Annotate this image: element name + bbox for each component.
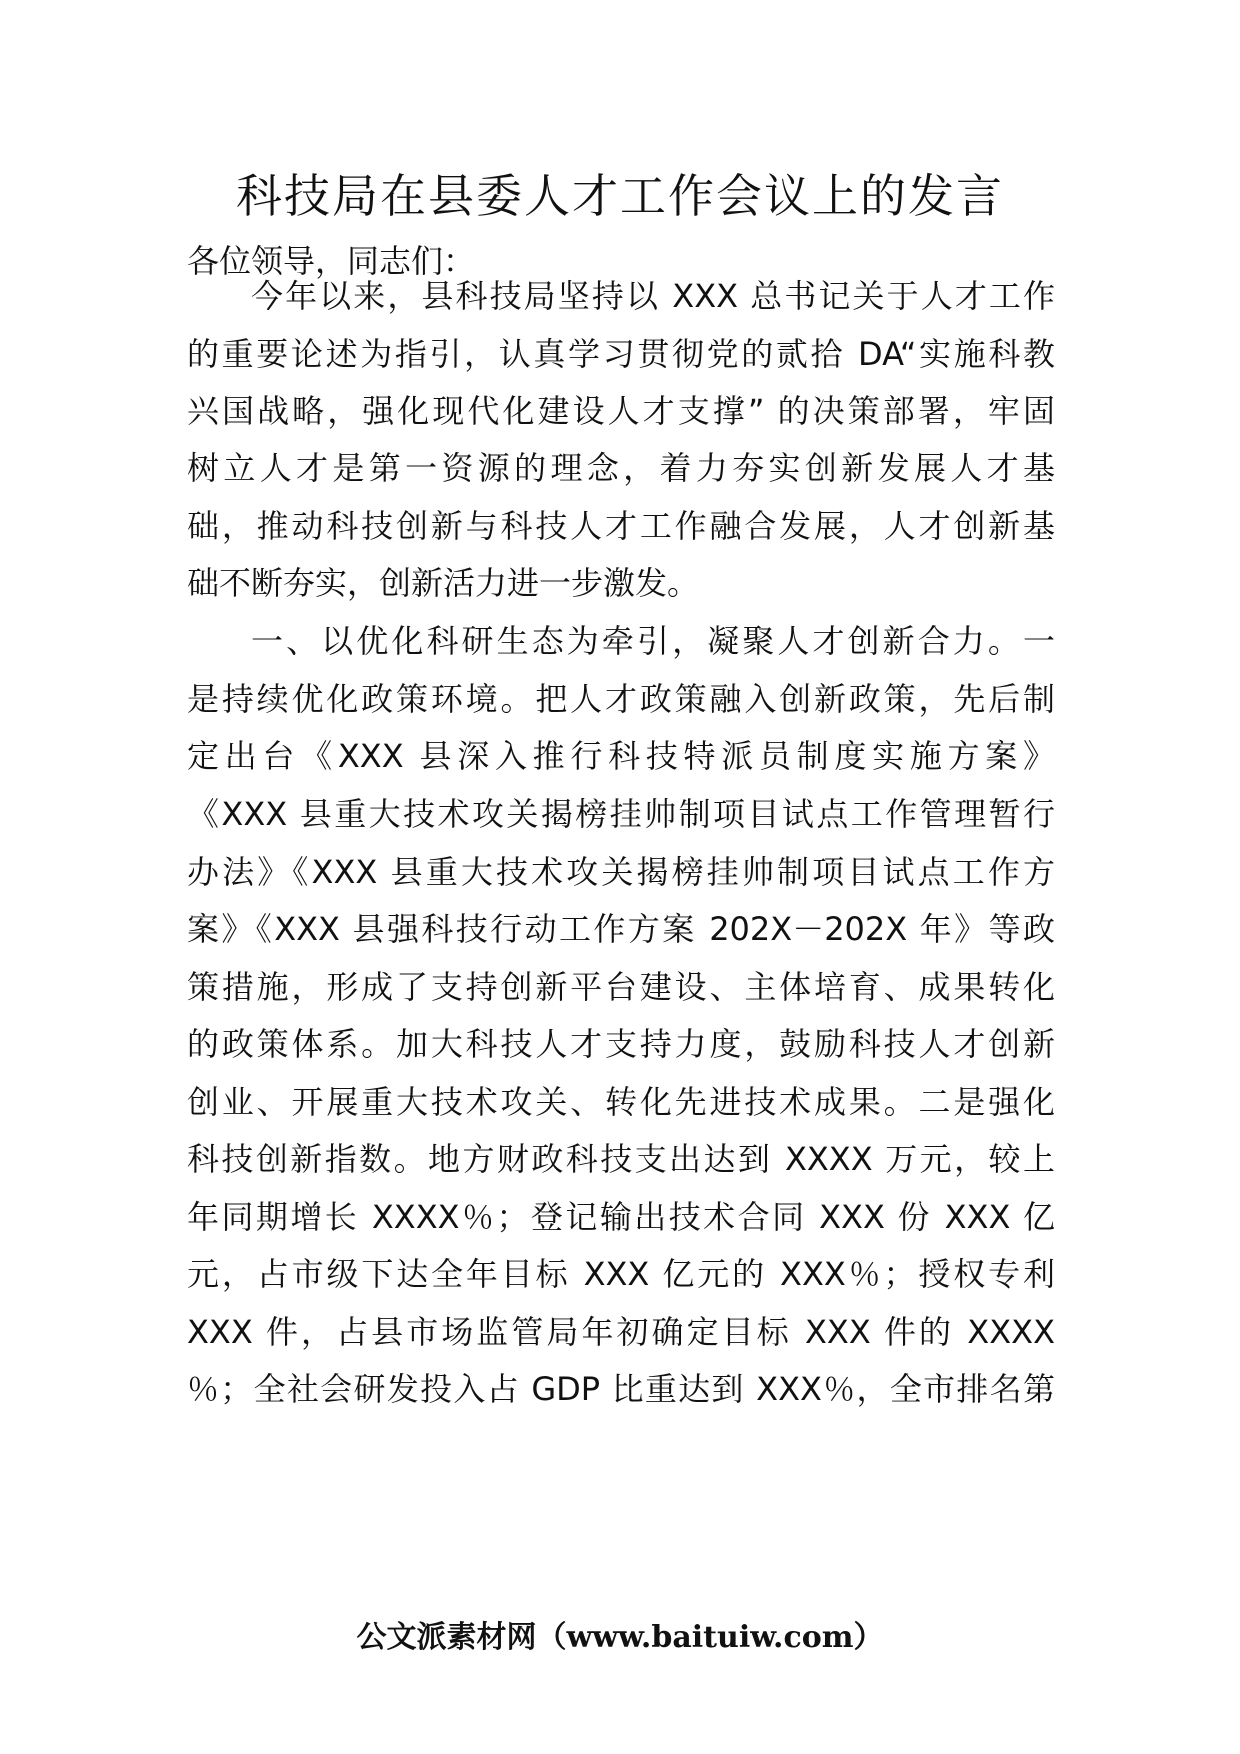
body-line: XXX 件，占县市场监管局年初确定目标 XXX 件的 XXXX — [187, 1313, 1055, 1351]
body-line: 一、以优化科研生态为牵引，凝聚人才创新合力。一 — [251, 622, 1055, 660]
body-line: 年同期增长 XXXX％；登记输出技术合同 XXX 份 XXX 亿 — [187, 1198, 1055, 1236]
body-line: 今年以来，县科技局坚持以 XXX 总书记关于人才工作 — [251, 277, 1055, 315]
salutation: 各位领导，同志们： — [187, 242, 476, 280]
body-line: 础，推动科技创新与科技人才工作融合发展，人才创新基 — [187, 507, 1055, 545]
body-line: 科技创新指数。地方财政科技支出达到 XXXX 万元，较上 — [187, 1140, 1055, 1178]
footer-watermark: 公文派素材网（www.baituiw.com） — [356, 1620, 884, 1655]
body-line: 的政策体系。加大科技人才支持力度，鼓励科技人才创新 — [187, 1025, 1055, 1063]
body-line: 兴国战略，强化现代化建设人才支撑” 的决策部署，牢固 — [187, 392, 1055, 430]
body-line: 定出台《XXX 县深入推行科技特派员制度实施方案》 — [187, 737, 1055, 775]
body-line: 是持续优化政策环境。把人才政策融入创新政策，先后制 — [187, 680, 1055, 718]
body-line: 创业、开展重大技术攻关、转化先进技术成果。二是强化 — [187, 1083, 1055, 1121]
body-line: 案》《XXX 县强科技行动工作方案 202X－202X 年》等政 — [187, 910, 1055, 948]
body-line: 元，占市级下达全年目标 XXX 亿元的 XXX％；授权专利 — [187, 1255, 1055, 1293]
body-line: 础不断夯实，创新活力进一步激发。 — [187, 564, 700, 602]
document-title: 科技局在县委人才工作会议上的发言 — [236, 169, 1004, 223]
body-line: 策措施，形成了支持创新平台建设、主体培育、成果转化 — [187, 968, 1055, 1006]
body-line: 树立人才是第一资源的理念，着力夯实创新发展人才基 — [187, 449, 1055, 487]
body-line: 《XXX 县重大技术攻关揭榜挂帅制项目试点工作管理暂行 — [187, 795, 1055, 833]
body-line: ％；全社会研发投入占 GDP 比重达到 XXX％，全市排名第 — [187, 1370, 1055, 1408]
body-line: 的重要论述为指引，认真学习贯彻党的贰拾 DA“实施科教 — [187, 335, 1055, 373]
body-line: 办法》《XXX 县重大技术攻关揭榜挂帅制项目试点工作方 — [187, 853, 1055, 891]
